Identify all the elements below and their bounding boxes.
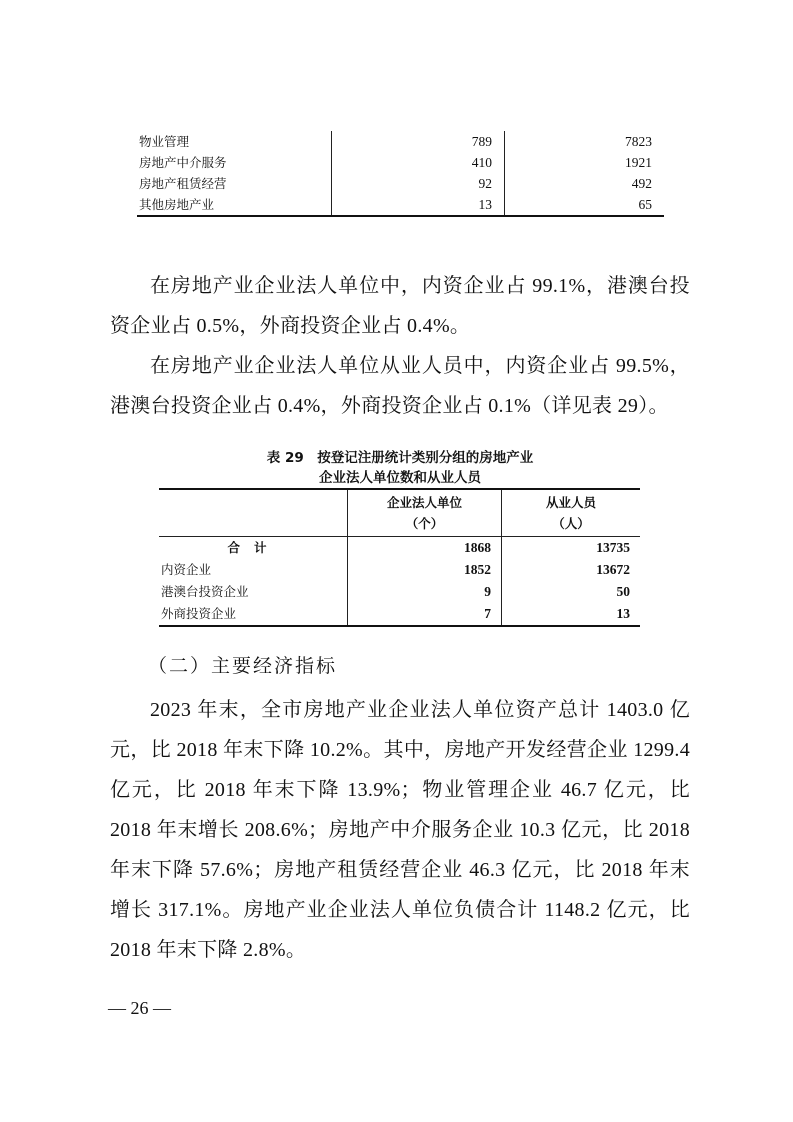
- employees-cell: 492: [505, 173, 665, 194]
- table-caption-line-2: 企业法人单位数和从业人员: [319, 470, 481, 486]
- row-label: 物业管理: [139, 134, 190, 149]
- paragraph: 在房地产业企业法人单位从业人员中，内资企业占 99.5%，港澳台投资企业占 0.4%，外商投资企业占 0.1%（详见表 29）。: [110, 355, 690, 417]
- units-cell: 13: [332, 194, 505, 216]
- row-label: 房地产中介服务: [139, 155, 227, 170]
- employees-cell: 13672: [502, 559, 641, 581]
- table-row: [137, 152, 664, 173]
- header-blank: [159, 489, 348, 537]
- page-number: — 26 —: [108, 998, 171, 1018]
- units-cell: 92: [332, 173, 505, 194]
- row-label: 外商投资企业: [161, 606, 237, 621]
- header-units: [348, 489, 502, 537]
- units-cell: 9: [348, 581, 502, 603]
- employees-cell: 1921: [505, 152, 665, 173]
- units-cell: 7: [348, 603, 502, 626]
- employees-cell: 13: [502, 603, 641, 626]
- table-row-total: [159, 537, 640, 560]
- header-employees-label: 从业人员: [545, 495, 596, 510]
- table-row: [159, 603, 640, 626]
- section-heading: （二）主要经济指标: [148, 655, 338, 677]
- employees-cell: 50: [502, 581, 641, 603]
- table-caption: [150, 448, 650, 488]
- paragraph: 2023 年末，全市房地产业企业法人单位资产总计 1403.0 亿元，比 2018 年末下降 10.2%。其中，房地产开发经营企业 1299.4 亿元，比 2018 年末下降 13.9%；物业管理企业 46.7 亿元，比 2018 年末增长 208.6%；房地产中介服务企业 10.3 亿元，比 2018 年末下降 57.6%；房地产租赁经营企业 46.3 亿元，比 2018 年末增长 317.1%。房地产业企业法人单位负债合计 1148.2 亿元，比 2018 年末下降 2.8%。: [110, 699, 690, 961]
- units-cell: 410: [332, 152, 505, 173]
- header-employees-unit: （人）: [552, 516, 590, 531]
- employees-cell: 13735: [502, 537, 641, 560]
- table-header-row: [159, 489, 640, 537]
- row-label: 合计: [227, 540, 281, 555]
- table-row: [137, 194, 664, 216]
- table-caption-line-1: 表 29 按登记注册统计类别分组的房地产业: [266, 450, 534, 466]
- registration-type-table: [159, 488, 640, 627]
- employees-cell: 65: [505, 194, 665, 216]
- body-text-block-2: [110, 690, 690, 970]
- row-label: 内资企业: [161, 562, 212, 577]
- table-row: [137, 173, 664, 194]
- table-row: [137, 131, 664, 152]
- paragraph: 在房地产业企业法人单位中，内资企业占 99.1%，港澳台投资企业占 0.5%，外商投资企业占 0.4%。: [110, 275, 690, 337]
- employees-cell: 7823: [505, 131, 665, 152]
- table-row: [159, 581, 640, 603]
- header-units-unit: （个）: [405, 516, 444, 531]
- row-label: 房地产租赁经营: [139, 176, 227, 191]
- units-cell: 1852: [348, 559, 502, 581]
- industry-table-continuation: [137, 131, 664, 217]
- row-label: 港澳台投资企业: [161, 584, 249, 599]
- header-employees: [502, 489, 641, 537]
- row-label: 其他房地产业: [137, 194, 332, 216]
- table-row: [159, 559, 640, 581]
- header-units-label: 企业法人单位: [386, 495, 462, 510]
- units-cell: 1868: [348, 537, 502, 560]
- units-cell: 789: [332, 131, 505, 152]
- body-text-block-1: [110, 266, 690, 426]
